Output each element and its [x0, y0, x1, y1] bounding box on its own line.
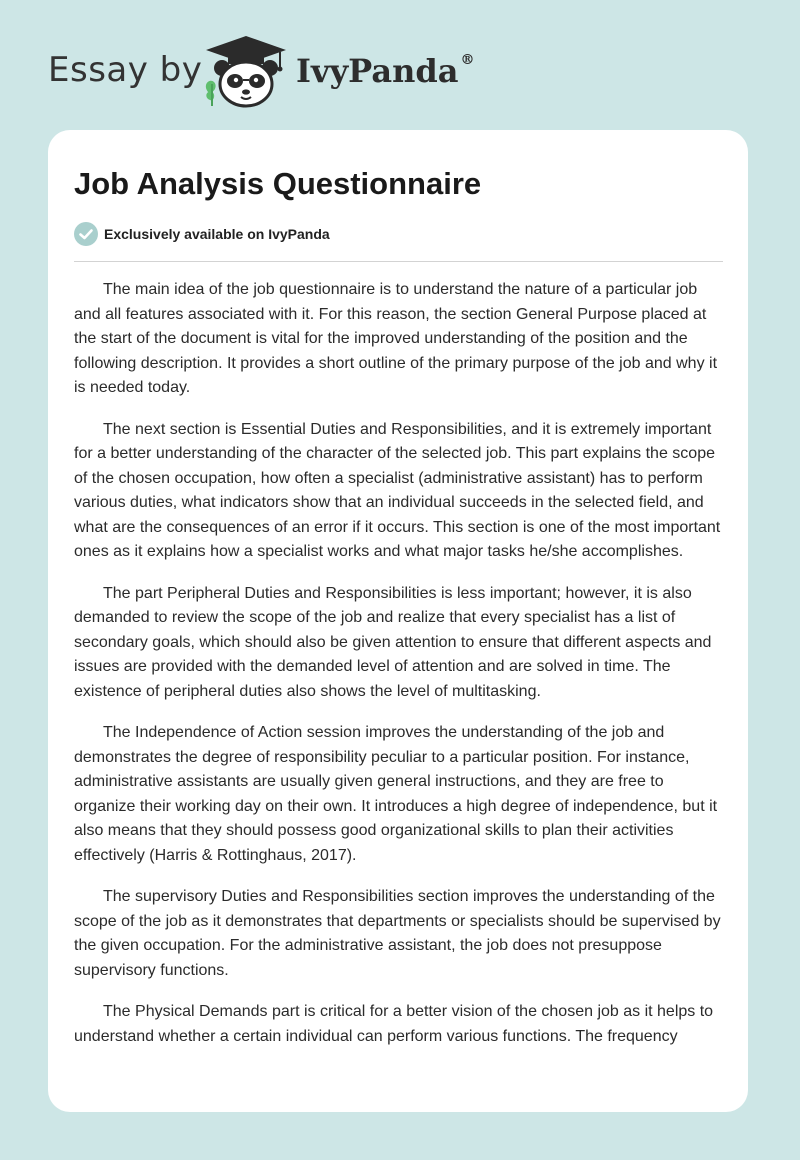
registered-mark: ®	[460, 52, 475, 69]
paragraph: The next section is Essential Duties and Responsibilities, and it is extremely important for a better understanding of the character of the selected job. This part explains the scope of the chosen occupation, how often a specialist (administrative assistant) has to perform various duties, what indicators show that an individual succeeds in the selected field, and what are the consequences of an error if it occurs. This section is one of the most important ones as it explains how a specialist works and what major tasks he/she accomplishes.	[74, 420, 721, 560]
panda-graduate-icon[interactable]	[200, 34, 292, 110]
badge-text: Exclusively available on IvyPanda	[104, 226, 330, 242]
page-title: Job Analysis Questionnaire	[74, 166, 482, 201]
brand-name[interactable]	[296, 52, 474, 90]
article-body	[74, 278, 724, 1066]
article-card	[48, 130, 748, 1112]
exclusive-badge	[74, 222, 330, 246]
paragraph: The Independence of Action session improves the understanding of the job and demonstrates the degree of responsibility peculiar to a particular position. For instance, administrative assistants are usually given general instructions, and they are free to organize their working day on their own. It introduces a high degree of independence, but it also means that they should possess good organizational skills to plan their activities effectively (Harris & Rottinghaus, 2017).	[74, 724, 718, 864]
paragraph: The part Peripheral Duties and Responsibilities is less important; however, it is also demanded to review the scope of the job and realize that every specialist has a list of secondary goals, which should also be given attention to ensure that different aspects and issues are provided with the demanded level of attention and are solved in time. The existence of peripheral duties also shows the level of multitasking.	[74, 584, 712, 700]
paragraph: The main idea of the job questionnaire is to understand the nature of a particular job and all features associated with it. For this reason, the section General Purpose placed at the start of the document is vital for the improved understanding of the position and the following description. It provides a short outline of the primary purpose of the job and why it is needed today.	[74, 281, 718, 396]
paragraph: The Physical Demands part is critical for a better vision of the chosen job as it helps to understand whether a certain individual can perform various functions. The frequency	[74, 1003, 714, 1045]
divider	[74, 261, 723, 262]
check-icon	[74, 222, 98, 246]
paragraph: The supervisory Duties and Responsibilities section improves the understanding of the scope of the job as it demonstrates that departments or specialists should be supervised by the given occupation. For the administrative assistant, the job does not presuppose supervisory functions.	[74, 888, 721, 979]
essay-by-label: Essay by	[48, 50, 203, 90]
site-header	[0, 0, 800, 130]
brand-name-text: IvyPanda	[296, 52, 459, 90]
